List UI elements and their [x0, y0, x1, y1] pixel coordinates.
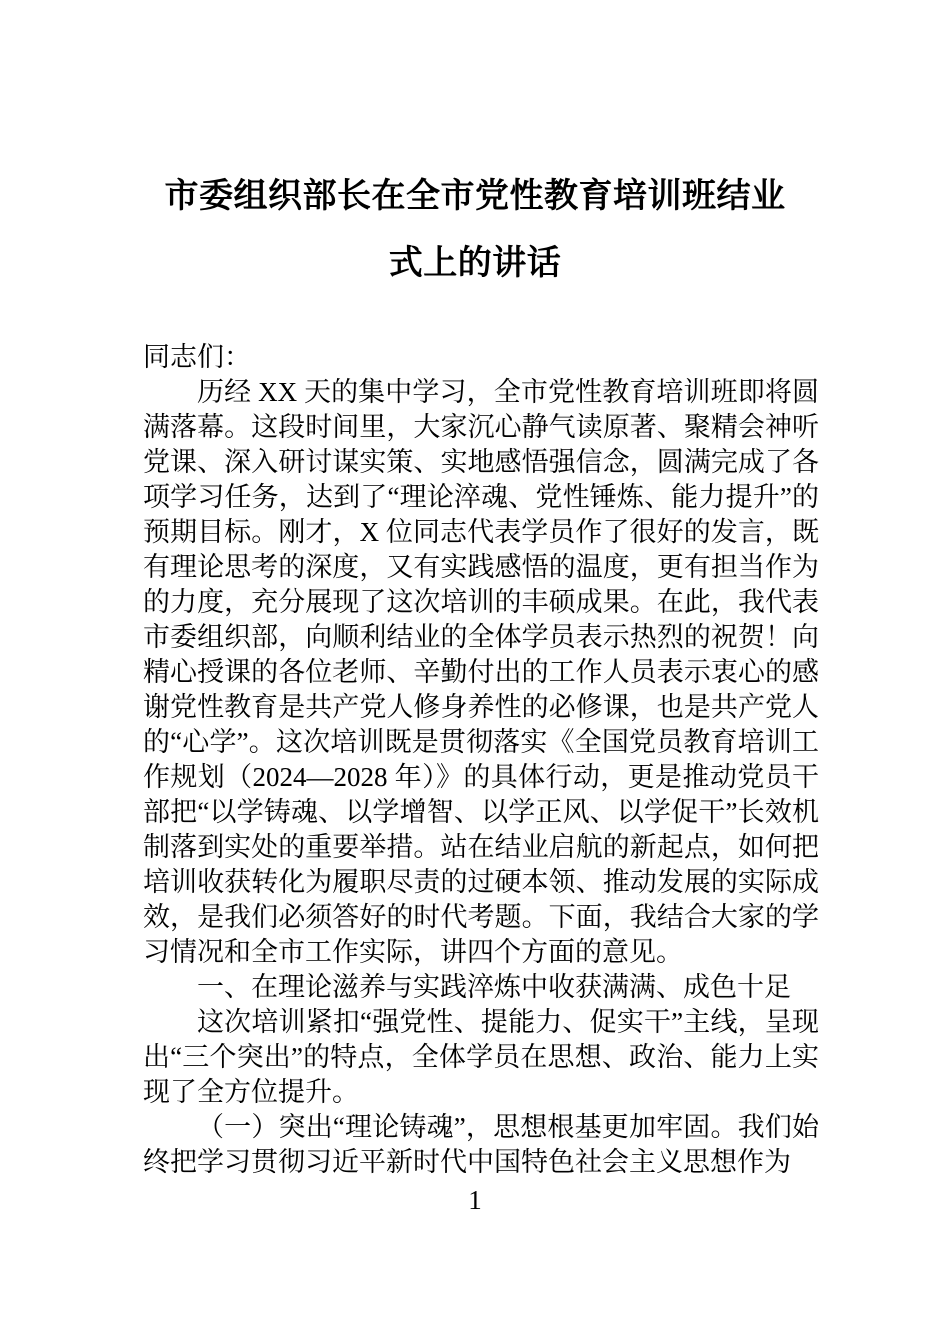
document-title-line-1: 市委组织部长在全市党性教育培训班结业	[164, 178, 786, 215]
page-number: 1	[468, 1185, 482, 1215]
paragraph-subsection-1: （一）突出“理论铸魂”，思想根基更加牢固。我们始终把学习贯彻习近平新时代中国特色社会主义思想作为	[143, 1112, 819, 1177]
salutation: 同志们：	[143, 342, 251, 372]
document-body	[143, 340, 819, 1180]
paragraph-opening: 历经 XX 天的集中学习，全市党性教育培训班即将圆满落幕。这段时间里，大家沉心静气读原著、聚精会神听党课、深入研讨谋实策、实地感悟强信念，圆满完成了各项学习任务，达到了“理论淬魂、党性锤炼、能力提升”的预期目标。刚才，X 位同志代表学员作了很好的发言，既有理论思考的深度，又有实践感悟的温度，更有担当作为的力度，充分展现了这次培训的丰硕成果。在此，我代表市委组织部，向顺利结业的全体学员表示热烈的祝贺！向精心授课的各位老师、辛勤付出的工作人员表示衷心的感谢党性教育是共产党人修身养性的必修课，也是共产党人的“心学”。这次培训既是贯彻落实《全国党员教育培训工作规划（2024—2028 年）》的具体行动，更是推动党员干部把“以学铸魂、以学增智、以学正风、以学促干”长效机制落到实处的重要举措。站在结业启航的新起点，如何把培训收获转化为履职尽责的过硬本领、推动发展的实际成效，是我们必须答好的时代考题。下面，我结合大家的学习情况和全市工作实际，讲四个方面的意见。	[143, 377, 819, 967]
paragraph-section-intro: 这次培训紧扣“强党性、提能力、促实干”主线，呈现出“三个突出”的特点，全体学员在思想、政治、能力上实现了全方位提升。	[143, 1007, 819, 1107]
document-title-line-2: 式上的讲话	[388, 245, 562, 282]
page-footer	[0, 1184, 950, 1216]
document-title	[145, 163, 805, 297]
section-heading-1: 一、在理论滋养与实践淬炼中收获满满、成色十足	[197, 972, 791, 1002]
